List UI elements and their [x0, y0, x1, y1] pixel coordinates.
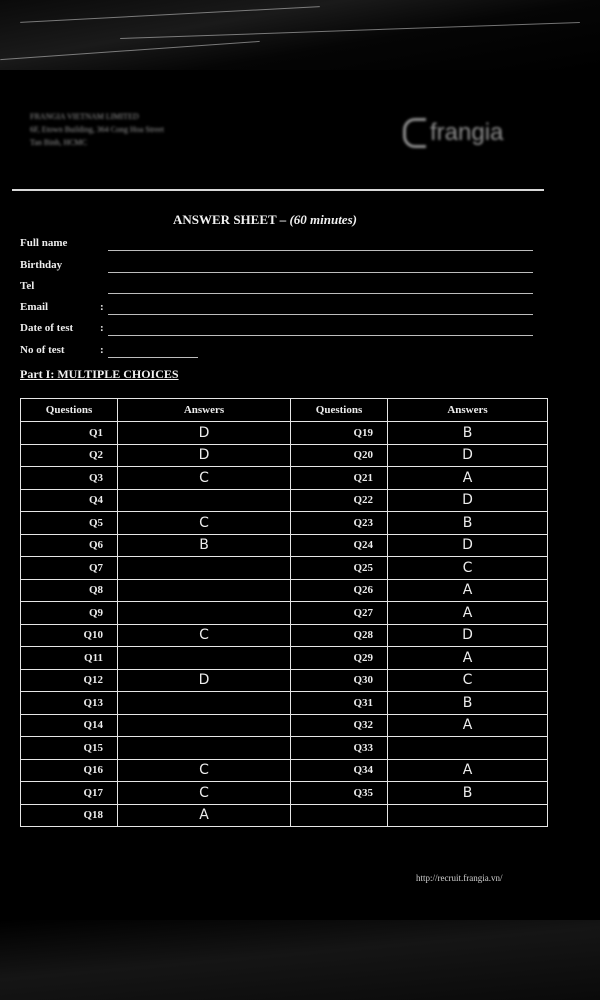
field-no-of-test [20, 344, 104, 356]
answer-cell[interactable] [118, 647, 291, 670]
answer-cell[interactable]: D [388, 489, 548, 512]
question-cell: Q21 [291, 467, 388, 490]
field-line [108, 314, 533, 315]
answer-cell[interactable]: C [118, 624, 291, 647]
field-sep: : [100, 322, 104, 334]
table-row [21, 602, 548, 625]
paper-bottom-edge [0, 920, 600, 1000]
footer-url[interactable]: http://recruit.frangia.vn/ [416, 873, 503, 883]
answer-cell[interactable]: C [118, 467, 291, 490]
answer-cell[interactable]: D [118, 444, 291, 467]
answer-cell[interactable]: C [118, 782, 291, 805]
answer-cell[interactable]: D [388, 444, 548, 467]
field-email [20, 301, 104, 313]
answer-cell[interactable]: A [388, 647, 548, 670]
question-cell: Q3 [21, 467, 118, 490]
col-answers: Answers [388, 399, 548, 422]
table-row [21, 512, 548, 535]
question-cell: Q28 [291, 624, 388, 647]
question-cell: Q31 [291, 692, 388, 715]
question-cell: Q11 [21, 647, 118, 670]
company-line: 6F, Etown Building, 364 Cong Hoa Street [30, 125, 165, 134]
answer-cell[interactable]: C [388, 669, 548, 692]
question-cell: Q35 [291, 782, 388, 805]
table-row [21, 714, 548, 737]
question-cell: Q29 [291, 647, 388, 670]
question-cell: Q13 [21, 692, 118, 715]
answer-cell[interactable] [118, 489, 291, 512]
answer-cell[interactable] [118, 714, 291, 737]
field-line [108, 293, 533, 294]
company-address [30, 110, 164, 149]
question-cell: Q15 [21, 737, 118, 760]
table-row [21, 737, 548, 760]
company-line: Tan Binh, HCMC [30, 138, 87, 147]
answer-cell[interactable] [118, 557, 291, 580]
answer-cell[interactable]: C [118, 512, 291, 535]
question-cell: Q30 [291, 669, 388, 692]
field-line [108, 357, 198, 358]
question-cell: Q32 [291, 714, 388, 737]
answer-cell[interactable] [118, 579, 291, 602]
question-cell: Q17 [21, 782, 118, 805]
table-row [21, 557, 548, 580]
answer-cell[interactable]: D [118, 669, 291, 692]
table-row [21, 647, 548, 670]
page-title [173, 212, 357, 228]
answer-cell[interactable]: B [388, 692, 548, 715]
question-cell: Q34 [291, 759, 388, 782]
answer-table [20, 398, 548, 827]
answer-cell[interactable]: D [388, 534, 548, 557]
answer-cell[interactable]: B [388, 422, 548, 445]
answer-cell[interactable]: D [388, 624, 548, 647]
field-full-name [20, 237, 67, 249]
question-cell: Q6 [21, 534, 118, 557]
answer-cell[interactable] [118, 737, 291, 760]
answer-cell[interactable]: A [118, 804, 291, 827]
table-row [21, 444, 548, 467]
answer-sheet [8, 80, 568, 900]
question-cell: Q22 [291, 489, 388, 512]
answer-cell[interactable] [118, 602, 291, 625]
question-cell: Q20 [291, 444, 388, 467]
question-cell: Q25 [291, 557, 388, 580]
table-row [21, 759, 548, 782]
table-row [21, 467, 548, 490]
field-label: No of test [20, 344, 65, 356]
question-cell: Q24 [291, 534, 388, 557]
field-label: Birthday [20, 259, 63, 271]
answer-cell[interactable]: D [118, 422, 291, 445]
field-line [108, 335, 533, 336]
field-sep: : [100, 344, 104, 356]
logo-icon [403, 118, 426, 148]
question-cell: Q7 [21, 557, 118, 580]
answer-cell[interactable]: B [118, 534, 291, 557]
table-row [21, 422, 548, 445]
table-row [21, 692, 548, 715]
table-row [21, 579, 548, 602]
question-cell: Q18 [21, 804, 118, 827]
answer-cell[interactable]: C [388, 557, 548, 580]
question-cell: Q14 [21, 714, 118, 737]
question-cell: Q2 [21, 444, 118, 467]
answer-cell[interactable]: B [388, 782, 548, 805]
company-line: FRANGIA VIETNAM LIMITED [30, 112, 139, 121]
field-label: Tel [20, 280, 35, 292]
question-cell: Q27 [291, 602, 388, 625]
col-answers: Answers [118, 399, 291, 422]
col-questions: Questions [21, 399, 118, 422]
part-title: Part I: MULTIPLE CHOICES [20, 367, 179, 381]
table-row [21, 534, 548, 557]
field-label: Email [20, 301, 49, 313]
header-divider [12, 189, 544, 191]
field-birthday [20, 259, 62, 271]
field-line [108, 272, 533, 273]
question-cell: Q23 [291, 512, 388, 535]
table-row [21, 489, 548, 512]
answer-cell[interactable]: A [388, 602, 548, 625]
field-label: Full name [20, 237, 68, 249]
table-row [21, 782, 548, 805]
answer-cell[interactable]: B [388, 512, 548, 535]
logo-text: frangia [430, 119, 504, 146]
field-date-of-test [20, 322, 104, 334]
question-cell: Q12 [21, 669, 118, 692]
question-cell: Q5 [21, 512, 118, 535]
table-row [21, 624, 548, 647]
field-sep: : [100, 301, 104, 313]
question-cell: Q33 [291, 737, 388, 760]
col-questions: Questions [291, 399, 388, 422]
question-cell: Q19 [291, 422, 388, 445]
table-row [21, 669, 548, 692]
table-header-row [21, 399, 548, 422]
answer-cell[interactable]: C [118, 759, 291, 782]
company-logo [403, 118, 503, 148]
answer-cell[interactable]: A [388, 759, 548, 782]
question-cell: Q1 [21, 422, 118, 445]
title-duration: (60 minutes) [289, 212, 357, 227]
question-cell: Q10 [21, 624, 118, 647]
title-text: ANSWER SHEET – [173, 212, 287, 227]
answer-rows [21, 422, 548, 827]
answer-cell[interactable]: A [388, 579, 548, 602]
table-row [21, 804, 548, 827]
question-cell: Q26 [291, 579, 388, 602]
question-cell: Q9 [21, 602, 118, 625]
field-line [108, 250, 533, 251]
question-cell: Q8 [21, 579, 118, 602]
answer-cell[interactable]: A [388, 467, 548, 490]
question-cell: Q16 [21, 759, 118, 782]
paper-top-edge [0, 0, 600, 70]
field-label: Date of test [20, 322, 74, 334]
answer-cell[interactable] [118, 692, 291, 715]
question-cell [291, 804, 388, 827]
answer-cell[interactable] [388, 804, 548, 827]
question-cell: Q4 [21, 489, 118, 512]
answer-cell[interactable]: A [388, 714, 548, 737]
field-tel [20, 280, 34, 292]
answer-cell[interactable] [388, 737, 548, 760]
